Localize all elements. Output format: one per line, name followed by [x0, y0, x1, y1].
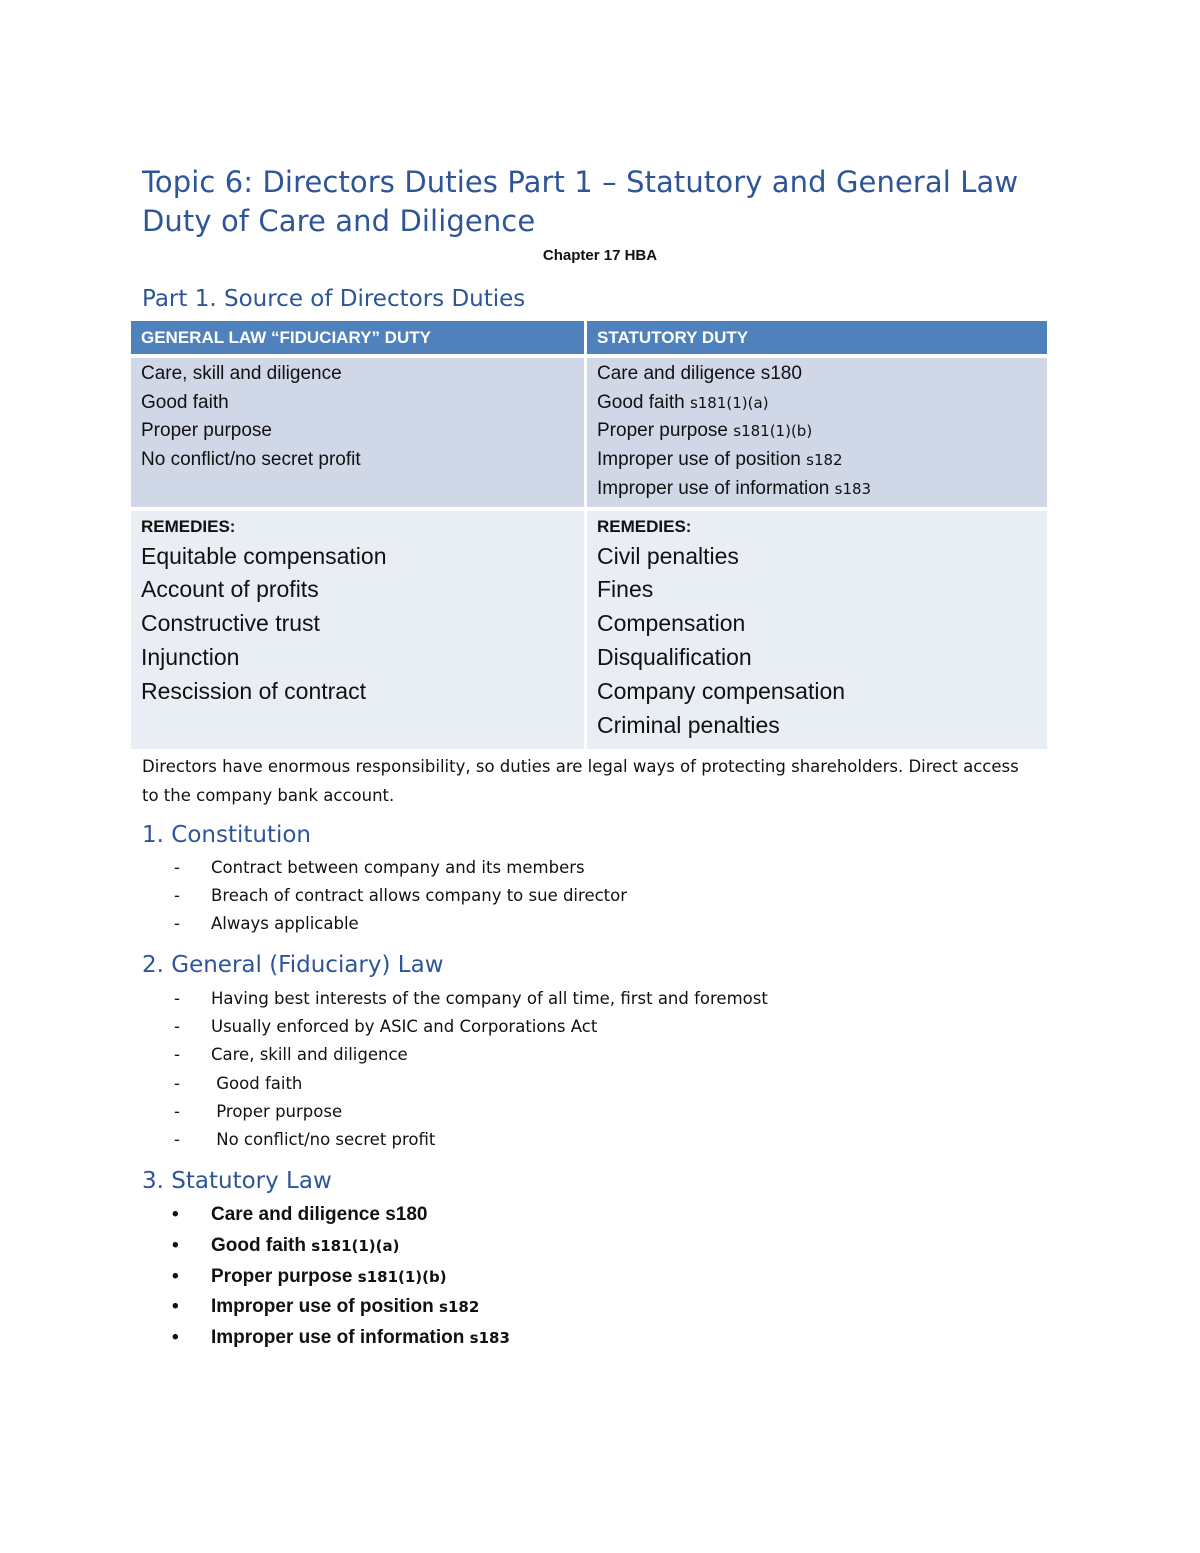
- section3-heading: 3. Statutory Law: [142, 1168, 332, 1194]
- part1-heading: Part 1. Source of Directors Duties: [142, 286, 526, 312]
- statutory-duty-item: Proper purpose s181(1)(b): [597, 420, 813, 442]
- general-duty-item: Good faith: [141, 391, 229, 413]
- statutory-duty-item: Improper use of information s183: [597, 477, 872, 499]
- list-item: - Care, skill and diligence: [142, 1041, 768, 1069]
- remedy-item: Company compensation: [597, 677, 846, 704]
- general-duty-item: Proper purpose: [141, 420, 272, 442]
- remedy-item: Account of profits: [141, 576, 319, 603]
- section1-list: [142, 854, 627, 939]
- bullet-marker: •: [172, 1234, 179, 1256]
- dash-marker: -: [174, 886, 180, 906]
- duties-table: [131, 321, 1047, 749]
- list-item: - Contract between company and its members: [142, 854, 627, 882]
- intro-paragraph: Directors have enormous responsibility, so duties are legal ways of protecting shareholders. Direct access to the company bank account.: [142, 757, 1019, 805]
- list-item: • Care and diligence s180: [142, 1200, 510, 1231]
- statutory-duty-item: Improper use of position s182: [597, 449, 843, 471]
- remedy-item: Rescission of contract: [141, 677, 366, 704]
- list-item: • Improper use of position s182: [142, 1292, 510, 1323]
- remedy-item: Compensation: [597, 610, 746, 637]
- dash-marker: -: [174, 914, 180, 934]
- bullet-marker: •: [172, 1204, 179, 1225]
- list-item: • Improper use of information s183: [142, 1323, 510, 1354]
- bullet-marker: •: [172, 1327, 179, 1349]
- remedy-item: Criminal penalties: [597, 711, 780, 738]
- document-title: Topic 6: Directors Duties Part 1 – Statutory and General Law Duty of Care and Diligence: [142, 165, 1019, 238]
- section3-list: [142, 1200, 510, 1354]
- remedy-item: Constructive trust: [141, 610, 320, 637]
- list-item: • Good faith s181(1)(a): [142, 1231, 510, 1262]
- statutory-remedies-cell: [584, 511, 1047, 749]
- bullet-marker: •: [172, 1265, 179, 1287]
- general-remedies-cell: [131, 511, 584, 749]
- list-item: - Having best interests of the company of all time, first and foremost: [142, 985, 768, 1013]
- statutory-duty-item: Care and diligence s180: [597, 363, 802, 384]
- remedy-item: Equitable compensation: [141, 542, 387, 569]
- dash-marker: -: [174, 858, 180, 877]
- list-item: - Proper purpose: [142, 1098, 768, 1126]
- statutory-header: STATUTORY DUTY: [584, 321, 1047, 358]
- dash-marker: -: [174, 1017, 180, 1037]
- section2-list: [142, 985, 768, 1154]
- document-subtitle: Chapter 17 HBA: [542, 247, 658, 264]
- list-item: - Usually enforced by ASIC and Corporations Act: [142, 1013, 768, 1041]
- remedies-row: [131, 511, 1047, 749]
- remedies-label: REMEDIES:: [141, 516, 236, 536]
- remedies-label: REMEDIES:: [597, 516, 692, 536]
- general-duties-cell: [131, 358, 584, 511]
- statutory-duties-cell: [584, 358, 1047, 511]
- remedy-item: Injunction: [141, 643, 240, 670]
- general-duty-item: Care, skill and diligence: [141, 363, 342, 384]
- remedy-item: Disqualification: [597, 643, 752, 670]
- dash-marker: -: [174, 1073, 180, 1093]
- list-item: - Good faith: [142, 1070, 768, 1098]
- statutory-duty-item: Good faith s181(1)(a): [597, 391, 769, 413]
- bullet-marker: •: [172, 1296, 179, 1318]
- duties-row: [131, 358, 1047, 511]
- list-item: • Proper purpose s181(1)(b): [142, 1262, 510, 1293]
- dash-marker: -: [174, 1101, 180, 1121]
- section2-heading: 2. General (Fiduciary) Law: [142, 952, 444, 978]
- list-item: - Always applicable: [142, 910, 627, 938]
- list-item: - Breach of contract allows company to sue director: [142, 882, 627, 910]
- remedy-item: Civil penalties: [597, 542, 739, 569]
- general-duty-item: No conflict/no secret profit: [141, 449, 361, 471]
- table-header-row: [131, 321, 1047, 358]
- list-item: - No conflict/no secret profit: [142, 1126, 768, 1154]
- section1-heading: 1. Constitution: [142, 822, 312, 848]
- dash-marker: -: [174, 1045, 180, 1065]
- remedy-item: Fines: [597, 576, 654, 603]
- dash-marker: -: [174, 989, 180, 1008]
- dash-marker: -: [174, 1130, 180, 1150]
- general-law-header: GENERAL LAW “FIDUCIARY” DUTY: [131, 321, 584, 358]
